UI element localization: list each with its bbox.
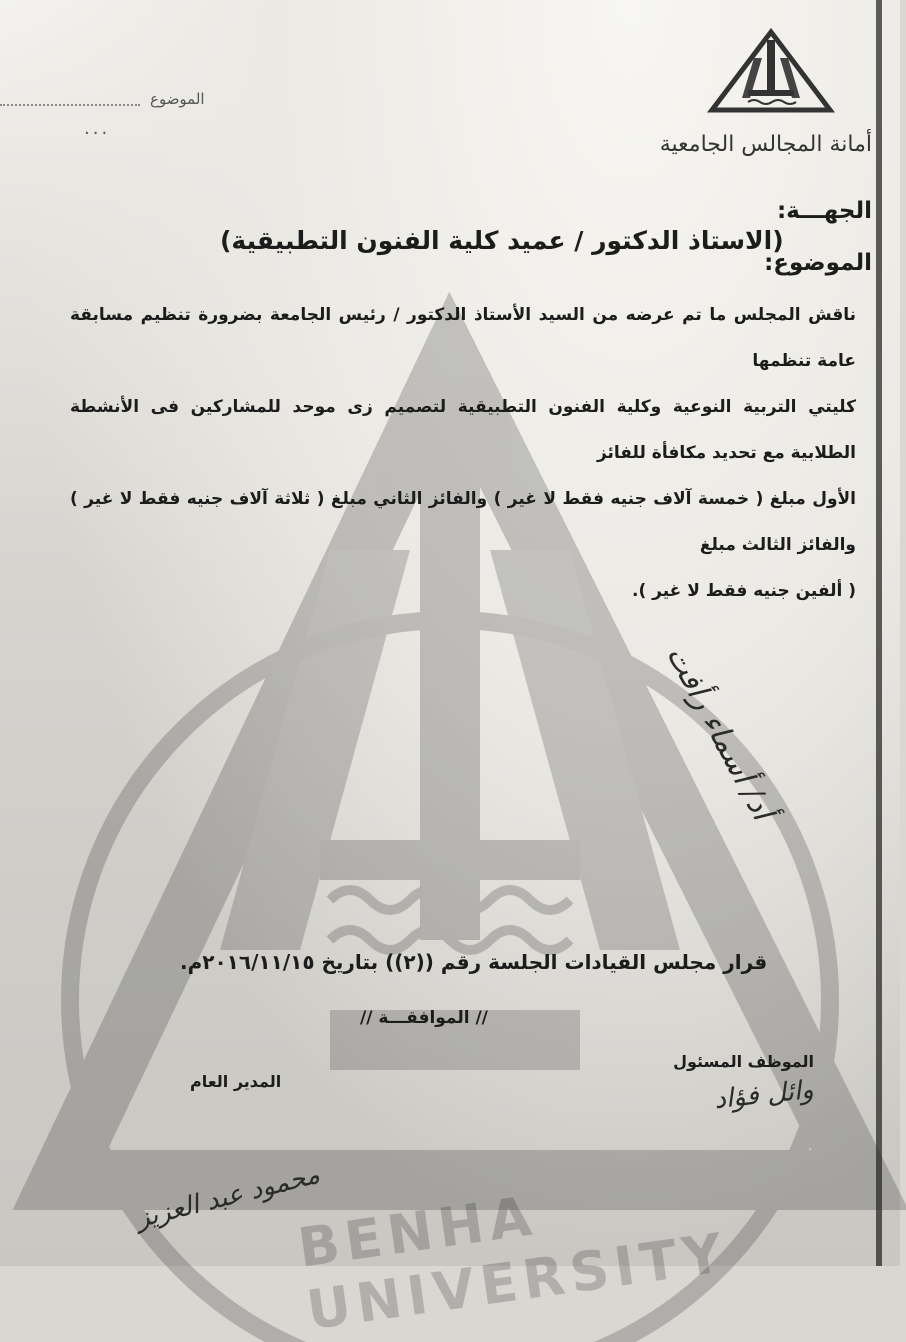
body-line-1: ناقش المجلس ما تم عرضه من السيد الأستاذ الدكتور / رئيس الجامعة بضرورة تنظيم مسابقة عامة تنظمها [70,305,856,371]
subject-label: الموضوع: [764,250,872,276]
approval-status: // الموافقـــة // [360,1008,488,1028]
letter-body [70,292,856,614]
council-secretariat-title: أمانة المجالس الجامعية [659,132,872,157]
margin-handwritten-note: أد/ أسماء رأفت [659,640,780,826]
watermark-university-text: BENHA UNIVERSITY [294,1183,732,1342]
general-manager-signature: محمود عبد العزيز [133,1159,323,1235]
body-line-3: الأول مبلغ ( خمسة آلاف جنيه فقط لا غير ) والفائز الثاني مبلغ ( ثلاثة آلاف جنيه فقط لا غير ) والفائز الثالث مبلغ [70,489,856,555]
general-manager-label: المدير العام [190,1072,282,1091]
responsible-officer-label: الموظف المسئول [673,1052,814,1071]
responsible-officer-signature: وائل فؤاد [713,1074,816,1116]
page-edge [876,0,882,1266]
subject-field-label: الموضوع [150,90,205,108]
university-logo [706,28,836,118]
addressee-label: الجهـــة: [776,198,872,224]
decision-line: قرار مجلس القيادات الجلسة رقم ((٢)) بتاريخ ٢٠١٦/١١/١٥م. [180,950,768,974]
subject-field-line [0,104,140,106]
body-line-4: ( ألفين جنيه فقط لا غير ). [632,581,856,601]
subject-field-dots: ... [84,118,111,139]
addressee: (الاستاذ الدكتور / عميد كلية الفنون التطبيقية) [220,226,784,255]
body-line-2: كليتي التربية النوعية وكلية الفنون التطبيقية لتصميم زى موحد للمشاركين فى الأنشطة الطلابية مع تحديد مكافأة للفائز [70,397,856,463]
